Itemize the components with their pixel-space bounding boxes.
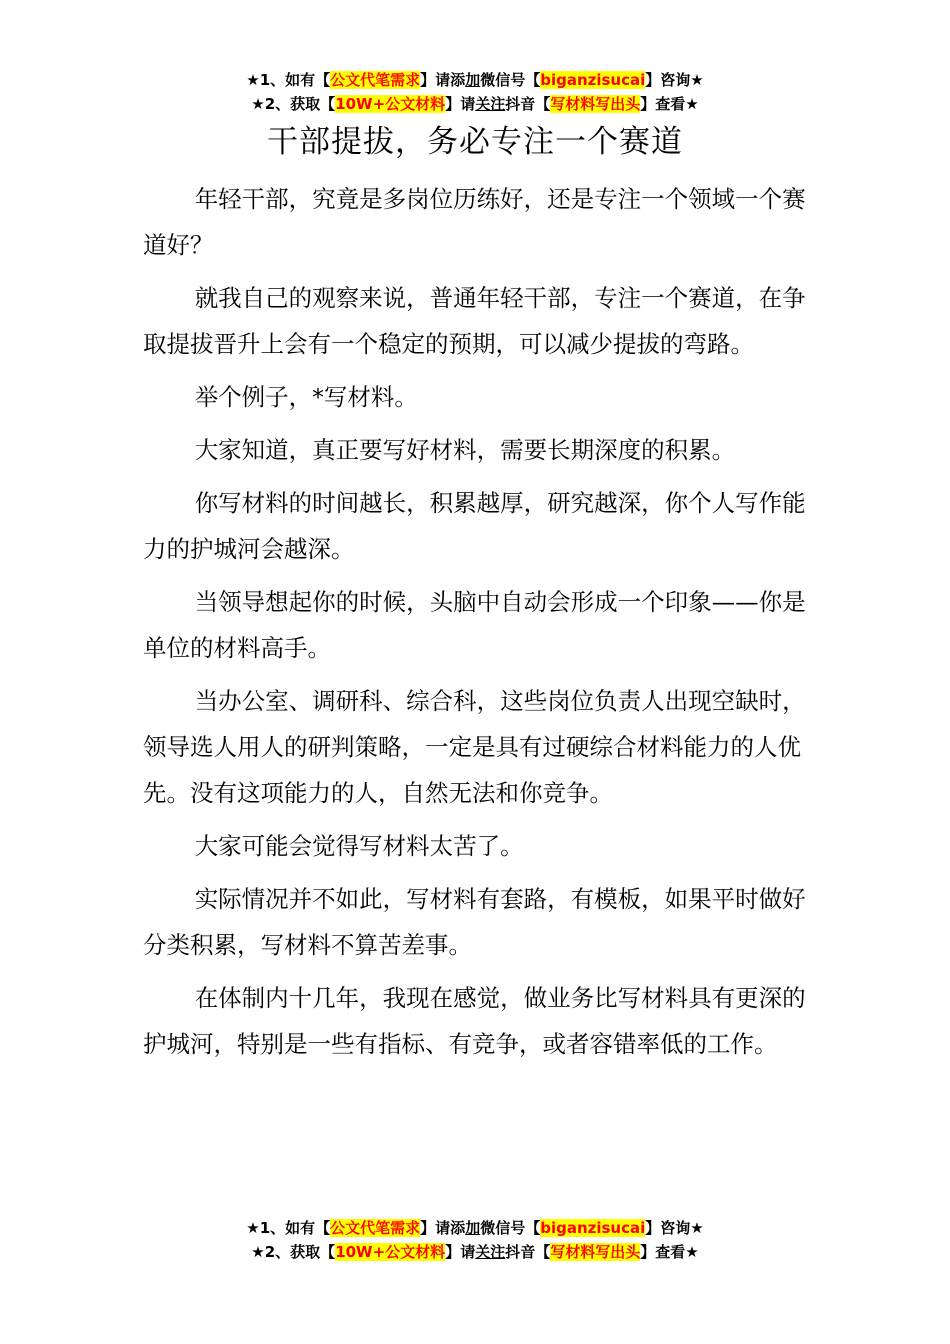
paragraph: 当办公室、调研科、综合科，这些岗位负责人出现空缺时，领导选人用人的研判策略，一定是具有过硬综合材料能力的人优先。没有这项能力的人，自然无法和你竞争。 — [143, 687, 806, 807]
banner-text: 】查看★ — [640, 1243, 699, 1261]
banner-highlight: biganzisucai — [540, 71, 646, 89]
banner-text: 】咨询★ — [645, 71, 704, 89]
banner-line-1 — [0, 1216, 950, 1240]
banner-text: 微信号【 — [480, 1219, 541, 1237]
banner-underline: 关注 — [475, 95, 506, 113]
banner-line-2 — [0, 1240, 950, 1264]
paragraph: 就我自己的观察来说，普通年轻干部，专注一个赛道，在争取提拔晋升上会有一个稳定的预期，可以减少提拔的弯路。 — [143, 284, 806, 358]
banner-highlight: 10W+公文材料 — [335, 95, 446, 113]
banner-text: 抖音【 — [505, 1243, 551, 1261]
document-body — [143, 176, 813, 1074]
header-banner — [0, 68, 950, 116]
banner-text: ★2、获取【 — [251, 95, 336, 113]
banner-underline: 关注 — [475, 1243, 506, 1261]
document-title: 干部提拔，务必专注一个赛道 — [267, 124, 683, 160]
banner-highlight: 写材料写出头 — [550, 1243, 641, 1261]
paragraph: 举个例子，*写材料。 — [194, 383, 418, 411]
banner-line-1 — [0, 68, 950, 92]
paragraph: 当领导想起你的时候，头脑中自动会形成一个印象——你是单位的材料高手。 — [143, 588, 806, 662]
banner-underline: 加 — [465, 71, 481, 89]
banner-text: 】请添 — [420, 1219, 466, 1237]
banner-highlight: 公文代笔需求 — [330, 1219, 421, 1237]
banner-text: 】咨询★ — [645, 1219, 704, 1237]
paragraph: 在体制内十几年，我现在感觉，做业务比写材料具有更深的护城河，特别是一些有指标、有竞争，或者容错率低的工作。 — [143, 984, 806, 1058]
banner-highlight: 10W+公文材料 — [335, 1243, 446, 1261]
banner-text: ★2、获取【 — [251, 1243, 336, 1261]
banner-text: ★1、如有【 — [246, 71, 331, 89]
banner-highlight: 公文代笔需求 — [330, 71, 421, 89]
banner-text: 】请 — [445, 95, 476, 113]
paragraph: 大家可能会觉得写材料太苦了。 — [194, 832, 524, 860]
banner-text: 】请添 — [420, 71, 466, 89]
paragraph: 你写材料的时间越长，积累越厚，研究越深，你个人写作能力的护城河会越深。 — [143, 489, 806, 563]
banner-text: 】查看★ — [640, 95, 699, 113]
banner-text: ★1、如有【 — [246, 1219, 331, 1237]
banner-text: 抖音【 — [505, 95, 551, 113]
paragraph: 年轻干部，究竟是多岗位历练好，还是专注一个领域一个赛道好？ — [143, 185, 806, 259]
banner-text: 微信号【 — [480, 71, 541, 89]
paragraph: 大家知道，真正要写好材料，需要长期深度的积累。 — [194, 436, 736, 464]
banner-line-2 — [0, 92, 950, 116]
banner-text: 】请 — [445, 1243, 476, 1261]
banner-underline: 加 — [465, 1219, 481, 1237]
paragraph: 实际情况并不如此，写材料有套路，有模板，如果平时做好分类积累，写材料不算苦差事。 — [143, 885, 806, 959]
banner-highlight: biganzisucai — [540, 1219, 646, 1237]
footer-banner — [0, 1216, 950, 1264]
banner-highlight: 写材料写出头 — [550, 95, 641, 113]
